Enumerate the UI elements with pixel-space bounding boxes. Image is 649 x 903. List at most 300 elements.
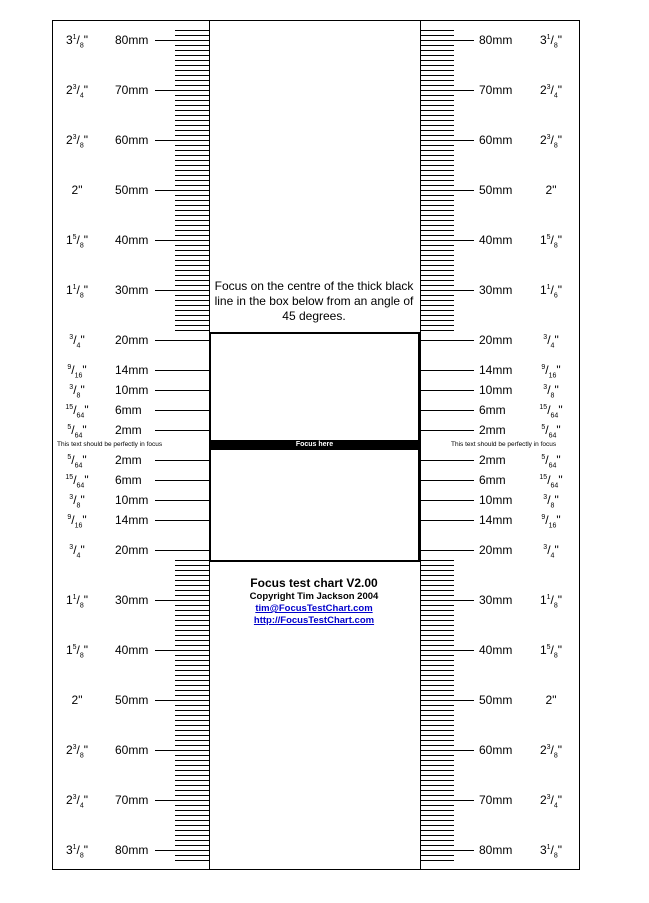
mm-label: 14mm: [479, 363, 513, 377]
minor-tick: [175, 675, 209, 676]
mm-label: 20mm: [479, 333, 513, 347]
minor-tick: [420, 735, 454, 736]
minor-tick: [420, 220, 454, 221]
mm-label: 50mm: [479, 183, 513, 197]
mm-label: 50mm: [115, 183, 149, 197]
minor-tick: [420, 745, 454, 746]
right-ruler-line: [420, 20, 421, 870]
minor-tick: [175, 645, 209, 646]
major-tick: [420, 40, 474, 41]
minor-tick: [420, 180, 454, 181]
minor-tick: [420, 225, 454, 226]
mm-label: 50mm: [479, 693, 513, 707]
major-tick: [420, 650, 474, 651]
minor-tick: [175, 630, 209, 631]
minor-tick: [175, 760, 209, 761]
minor-tick: [420, 260, 454, 261]
inch-label: 2": [71, 693, 83, 707]
minor-tick: [175, 245, 209, 246]
minor-tick: [420, 575, 454, 576]
minor-tick: [420, 235, 454, 236]
minor-tick: [175, 315, 209, 316]
mm-label: 2mm: [115, 423, 142, 437]
inch-label: $^9/_{16}$": [67, 513, 87, 530]
minor-tick: [420, 685, 454, 686]
major-tick: [420, 700, 474, 701]
minor-tick: [175, 695, 209, 696]
minor-tick: [420, 65, 454, 66]
minor-tick: [175, 285, 209, 286]
major-tick: [420, 800, 474, 801]
minor-tick: [420, 95, 454, 96]
minor-tick: [420, 130, 454, 131]
minor-tick: [420, 300, 454, 301]
minor-tick: [175, 745, 209, 746]
minor-tick: [175, 195, 209, 196]
minor-tick: [175, 715, 209, 716]
minor-tick: [420, 215, 454, 216]
minor-tick: [175, 820, 209, 821]
inch-label: $1^5/_8$": [65, 233, 89, 250]
minor-tick: [420, 305, 454, 306]
minor-tick: [420, 625, 454, 626]
website-link[interactable]: http://FocusTestChart.com: [253, 615, 375, 626]
mm-label: 70mm: [115, 83, 149, 97]
inch-label: $^5/_{64}$": [541, 423, 561, 440]
minor-tick: [175, 705, 209, 706]
minor-tick: [175, 585, 209, 586]
minor-tick: [420, 310, 454, 311]
inch-label: $^5/_{64}$": [67, 453, 87, 470]
minor-tick: [175, 730, 209, 731]
minor-tick: [175, 255, 209, 256]
minor-tick: [175, 640, 209, 641]
minor-tick: [175, 300, 209, 301]
minor-tick: [420, 805, 454, 806]
minor-tick: [420, 50, 454, 51]
minor-tick: [175, 765, 209, 766]
inch-label: $^9/_{16}$": [541, 513, 561, 530]
minor-tick: [420, 695, 454, 696]
major-tick: [155, 240, 209, 241]
minor-tick: [175, 565, 209, 566]
minor-tick: [420, 295, 454, 296]
focus-note-left: This text should be perfectly in focus: [57, 441, 163, 448]
mm-label: 80mm: [115, 33, 149, 47]
inch-label: $2^3/_4$": [539, 793, 563, 810]
minor-tick: [175, 280, 209, 281]
minor-tick: [420, 820, 454, 821]
mm-label: 6mm: [479, 473, 506, 487]
major-tick: [155, 480, 209, 481]
minor-tick: [420, 45, 454, 46]
major-tick: [155, 40, 209, 41]
minor-tick: [175, 790, 209, 791]
minor-tick: [420, 30, 454, 31]
mm-label: 6mm: [479, 403, 506, 417]
inch-label: 2": [545, 183, 557, 197]
minor-tick: [420, 125, 454, 126]
inch-label: $^9/_{16}$": [541, 363, 561, 380]
minor-tick: [175, 805, 209, 806]
mm-label: 60mm: [115, 133, 149, 147]
major-tick: [420, 190, 474, 191]
minor-tick: [175, 210, 209, 211]
minor-tick: [175, 95, 209, 96]
major-tick: [155, 550, 209, 551]
minor-tick: [175, 275, 209, 276]
inch-label: $2^3/_8$": [539, 743, 563, 760]
minor-tick: [175, 610, 209, 611]
inch-label: $3^1/_8$": [539, 843, 563, 860]
minor-tick: [420, 275, 454, 276]
minor-tick: [420, 165, 454, 166]
mm-label: 20mm: [479, 543, 513, 557]
minor-tick: [175, 30, 209, 31]
minor-tick: [420, 680, 454, 681]
minor-tick: [175, 55, 209, 56]
inch-label: $^{15}/_{64}$": [539, 403, 563, 420]
minor-tick: [420, 320, 454, 321]
minor-tick: [175, 225, 209, 226]
minor-tick: [420, 210, 454, 211]
mm-label: 10mm: [115, 493, 149, 507]
minor-tick: [175, 755, 209, 756]
minor-tick: [420, 230, 454, 231]
minor-tick: [420, 185, 454, 186]
minor-tick: [175, 100, 209, 101]
minor-tick: [175, 65, 209, 66]
mm-label: 70mm: [479, 793, 513, 807]
minor-tick: [175, 830, 209, 831]
minor-tick: [420, 70, 454, 71]
inch-label: $1^5/_8$": [539, 233, 563, 250]
major-tick: [155, 290, 209, 291]
mm-label: 40mm: [479, 233, 513, 247]
minor-tick: [175, 775, 209, 776]
major-tick: [155, 600, 209, 601]
minor-tick: [420, 100, 454, 101]
minor-tick: [175, 680, 209, 681]
minor-tick: [175, 620, 209, 621]
mm-label: 20mm: [115, 333, 149, 347]
inch-label: $^{15}/_{64}$": [539, 473, 563, 490]
inch-label: $1^1/_8$": [539, 593, 563, 610]
minor-tick: [175, 320, 209, 321]
major-tick: [155, 850, 209, 851]
mm-label: 70mm: [479, 83, 513, 97]
minor-tick: [420, 635, 454, 636]
minor-tick: [175, 70, 209, 71]
inch-label: $^5/_{64}$": [67, 423, 87, 440]
mm-label: 20mm: [115, 543, 149, 557]
chart-info: [214, 576, 414, 627]
minor-tick: [175, 690, 209, 691]
minor-tick: [420, 285, 454, 286]
major-tick: [155, 190, 209, 191]
mm-label: 40mm: [115, 233, 149, 247]
inch-label: $^3/_8$": [69, 383, 85, 400]
mm-label: 10mm: [479, 493, 513, 507]
minor-tick: [175, 635, 209, 636]
minor-tick: [420, 205, 454, 206]
minor-tick: [420, 135, 454, 136]
mm-label: 10mm: [479, 383, 513, 397]
minor-tick: [175, 175, 209, 176]
major-tick: [420, 240, 474, 241]
mm-label: 2mm: [479, 423, 506, 437]
major-tick: [420, 290, 474, 291]
inch-label: $2^3/_8$": [539, 133, 563, 150]
minor-tick: [420, 755, 454, 756]
minor-tick: [175, 810, 209, 811]
minor-tick: [175, 35, 209, 36]
minor-tick: [175, 270, 209, 271]
mm-label: 2mm: [115, 453, 142, 467]
minor-tick: [420, 690, 454, 691]
minor-tick: [420, 860, 454, 861]
minor-tick: [175, 740, 209, 741]
minor-tick: [420, 720, 454, 721]
minor-tick: [420, 795, 454, 796]
inch-label: $2^3/_4$": [65, 83, 89, 100]
minor-tick: [175, 115, 209, 116]
minor-tick: [420, 620, 454, 621]
inch-label: $1^5/_8$": [539, 643, 563, 660]
major-tick: [155, 500, 209, 501]
mm-label: 6mm: [115, 473, 142, 487]
minor-tick: [420, 645, 454, 646]
minor-tick: [175, 145, 209, 146]
inch-label: 2": [545, 693, 557, 707]
minor-tick: [175, 855, 209, 856]
minor-tick: [175, 200, 209, 201]
major-tick: [155, 140, 209, 141]
mm-label: 6mm: [115, 403, 142, 417]
minor-tick: [420, 325, 454, 326]
minor-tick: [420, 740, 454, 741]
minor-tick: [420, 845, 454, 846]
minor-tick: [175, 180, 209, 181]
minor-tick: [420, 785, 454, 786]
minor-tick: [175, 205, 209, 206]
minor-tick: [420, 655, 454, 656]
mm-label: 14mm: [115, 363, 149, 377]
minor-tick: [420, 105, 454, 106]
focus-bar: Focus here: [209, 440, 420, 450]
major-tick: [420, 550, 474, 551]
minor-tick: [420, 170, 454, 171]
inch-label: $^3/_8$": [543, 383, 559, 400]
minor-tick: [420, 145, 454, 146]
minor-tick: [175, 685, 209, 686]
major-tick: [420, 90, 474, 91]
minor-tick: [175, 120, 209, 121]
minor-tick: [420, 150, 454, 151]
minor-tick: [420, 810, 454, 811]
minor-tick: [420, 585, 454, 586]
minor-tick: [420, 560, 454, 561]
inch-label: $3^1/_8$": [65, 843, 89, 860]
major-tick: [420, 370, 474, 371]
mm-label: 14mm: [479, 513, 513, 527]
minor-tick: [175, 660, 209, 661]
minor-tick: [420, 840, 454, 841]
inch-label: $1^1/_8$": [65, 283, 89, 300]
major-tick: [420, 750, 474, 751]
major-tick: [420, 500, 474, 501]
minor-tick: [175, 185, 209, 186]
minor-tick: [175, 580, 209, 581]
mm-label: 80mm: [479, 33, 513, 47]
minor-tick: [420, 245, 454, 246]
minor-tick: [175, 110, 209, 111]
minor-tick: [175, 590, 209, 591]
minor-tick: [175, 615, 209, 616]
minor-tick: [420, 570, 454, 571]
major-tick: [155, 370, 209, 371]
minor-tick: [420, 60, 454, 61]
minor-tick: [175, 135, 209, 136]
copyright-text: Copyright Tim Jackson 2004: [249, 591, 379, 602]
minor-tick: [420, 665, 454, 666]
minor-tick: [420, 770, 454, 771]
minor-tick: [420, 315, 454, 316]
inch-label: $^{15}/_{64}$": [65, 473, 89, 490]
minor-tick: [175, 215, 209, 216]
minor-tick: [175, 780, 209, 781]
inch-label: $1^5/_8$": [65, 643, 89, 660]
minor-tick: [420, 790, 454, 791]
minor-tick: [175, 260, 209, 261]
minor-tick: [175, 575, 209, 576]
inch-label: $3^1/_8$": [65, 33, 89, 50]
inch-label: $^5/_{64}$": [541, 453, 561, 470]
inch-label: $^3/_4$": [543, 333, 559, 350]
minor-tick: [175, 150, 209, 151]
minor-tick: [420, 590, 454, 591]
minor-tick: [420, 160, 454, 161]
minor-tick: [175, 560, 209, 561]
minor-tick: [420, 775, 454, 776]
mm-label: 80mm: [479, 843, 513, 857]
minor-tick: [175, 165, 209, 166]
minor-tick: [175, 725, 209, 726]
inch-label: $^3/_4$": [69, 543, 85, 560]
minor-tick: [175, 235, 209, 236]
minor-tick: [420, 55, 454, 56]
minor-tick: [175, 785, 209, 786]
minor-tick: [420, 580, 454, 581]
minor-tick: [175, 605, 209, 606]
minor-tick: [420, 615, 454, 616]
mm-label: 60mm: [115, 743, 149, 757]
major-tick: [155, 90, 209, 91]
minor-tick: [175, 595, 209, 596]
major-tick: [155, 460, 209, 461]
inch-label: $1^1/_6$": [539, 283, 563, 300]
inch-label: $^3/_4$": [543, 543, 559, 560]
minor-tick: [175, 105, 209, 106]
minor-tick: [420, 35, 454, 36]
minor-tick: [420, 110, 454, 111]
minor-tick: [420, 765, 454, 766]
major-tick: [155, 340, 209, 341]
minor-tick: [420, 605, 454, 606]
inch-label: $2^3/_8$": [65, 743, 89, 760]
minor-tick: [175, 665, 209, 666]
minor-tick: [175, 825, 209, 826]
minor-tick: [175, 125, 209, 126]
inch-label: $^3/_4$": [69, 333, 85, 350]
minor-tick: [175, 265, 209, 266]
mm-label: 10mm: [115, 383, 149, 397]
major-tick: [155, 800, 209, 801]
minor-tick: [420, 780, 454, 781]
minor-tick: [175, 840, 209, 841]
instructions-text: Focus on the centre of the thick black line in the box below from an angle of 45 degrees.: [214, 279, 414, 323]
mm-label: 30mm: [115, 593, 149, 607]
focus-note-right: This text should be perfectly in focus: [451, 441, 557, 448]
email-link[interactable]: tim@FocusTestChart.com: [255, 603, 373, 614]
minor-tick: [175, 710, 209, 711]
major-tick: [155, 390, 209, 391]
chart-title: Focus test chart V2.00: [250, 576, 378, 590]
inch-label: 2": [71, 183, 83, 197]
minor-tick: [175, 80, 209, 81]
minor-tick: [420, 120, 454, 121]
minor-tick: [175, 220, 209, 221]
mm-label: 80mm: [115, 843, 149, 857]
major-tick: [420, 460, 474, 461]
minor-tick: [420, 830, 454, 831]
minor-tick: [420, 640, 454, 641]
minor-tick: [175, 170, 209, 171]
mm-label: 70mm: [115, 793, 149, 807]
minor-tick: [420, 670, 454, 671]
inch-label: $2^3/_8$": [65, 133, 89, 150]
minor-tick: [175, 735, 209, 736]
minor-tick: [420, 715, 454, 716]
inch-label: $3^1/_8$": [539, 33, 563, 50]
mm-label: 50mm: [115, 693, 149, 707]
minor-tick: [175, 230, 209, 231]
minor-tick: [420, 675, 454, 676]
minor-tick: [175, 45, 209, 46]
minor-tick: [175, 130, 209, 131]
inch-label: $2^3/_4$": [539, 83, 563, 100]
minor-tick: [420, 815, 454, 816]
major-tick: [420, 850, 474, 851]
major-tick: [420, 520, 474, 521]
major-tick: [155, 430, 209, 431]
mm-label: 30mm: [115, 283, 149, 297]
minor-tick: [175, 60, 209, 61]
minor-tick: [175, 795, 209, 796]
inch-label: $1^1/_8$": [65, 593, 89, 610]
mm-label: 40mm: [479, 643, 513, 657]
minor-tick: [420, 660, 454, 661]
minor-tick: [175, 570, 209, 571]
minor-tick: [420, 330, 454, 331]
minor-tick: [420, 195, 454, 196]
minor-tick: [175, 75, 209, 76]
mm-label: 2mm: [479, 453, 506, 467]
inch-label: $^3/_8$": [543, 493, 559, 510]
minor-tick: [420, 200, 454, 201]
minor-tick: [420, 250, 454, 251]
minor-tick: [175, 720, 209, 721]
